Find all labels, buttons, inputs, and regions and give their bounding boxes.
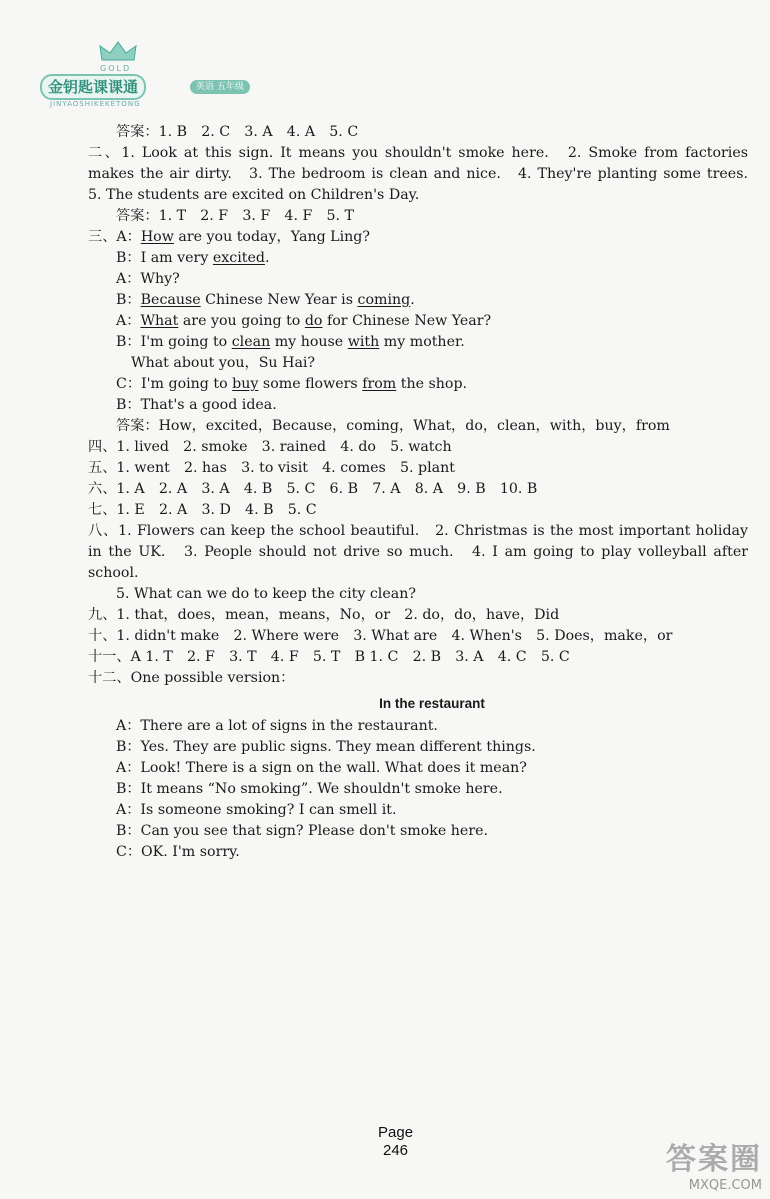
dialogue-line: A：Why? bbox=[116, 271, 180, 287]
dialogue-line: B：I am very excited. bbox=[116, 250, 270, 266]
essay-line: B：Can you see that sign? Please don't smoke here. bbox=[116, 823, 489, 839]
answer-line: 六、1. A 2. A 3. A 4. B 5. C 6. B 7. A 8. A 9. B 10. B bbox=[88, 481, 538, 497]
answer-line: 四、1. lived 2. smoke 3. rained 4. do 5. watch bbox=[88, 439, 452, 455]
header-logo bbox=[40, 30, 280, 110]
answer-line: 答案：How，excited，Because，coming，What，do，clean，with，buy，from bbox=[116, 418, 670, 434]
answer-line: 十、1. didn't make 2. Where were 3. What are 4. When's 5. Does，make，or bbox=[88, 628, 673, 644]
dialogue-line: What about you，Su Hai? bbox=[131, 355, 316, 371]
answer-line: 答案：1. T 2. F 3. F 4. F 5. T bbox=[116, 208, 355, 224]
page-number-value: 246 bbox=[383, 1142, 409, 1159]
dialogue-line: C：I'm going to buy some flowers from the shop. bbox=[116, 376, 468, 392]
answer-paragraph: 八、1. Flowers can keep the school beautiful. 2. Christmas is the most important holiday in the UK. 3. People should not drive so much. 4. I am going to play volleyball after school. bbox=[88, 523, 748, 581]
answer-line: 十二、One possible version： bbox=[88, 670, 295, 686]
essay-line: B：Yes. They are public signs. They mean different things. bbox=[116, 739, 536, 755]
logo-gold-text: GOLD bbox=[100, 64, 132, 73]
answer-line: 七、1. E 2. A 3. D 4. B 5. C bbox=[88, 502, 317, 518]
answer-line: 五、1. went 2. has 3. to visit 4. comes 5. plant bbox=[88, 460, 455, 476]
dialogue-line: B：I'm going to clean my house with my mother. bbox=[116, 334, 465, 350]
dialogue-line: A：What are you going to do for Chinese New Year? bbox=[116, 313, 492, 329]
answer-paragraph: 二、1. Look at this sign. It means you shouldn't smoke here. 2. Smoke from factories makes the air dirty. 3. The bedroom is clean and nice. 4. They're planting some trees. 5. The students are excited on Children's Day. bbox=[88, 145, 763, 203]
page-label: Page bbox=[378, 1124, 414, 1141]
answer-line: 九、1. that，does，mean，means，No，or 2. do，do，have，Did bbox=[88, 607, 560, 623]
essay-line: A：Look! There is a sign on the wall. What does it mean? bbox=[116, 760, 527, 776]
essay-line: B：It means “No smoking”. We shouldn't smoke here. bbox=[116, 781, 503, 797]
logo-subtitle: JINYAOSHIKEKETONG bbox=[50, 100, 141, 108]
answer-line: 十一、A 1. T 2. F 3. T 4. F 5. T B 1. C 2. B 3. A 4. C 5. C bbox=[88, 649, 570, 665]
answer-line: 答案：1. B 2. C 3. A 4. A 5. C bbox=[116, 124, 359, 140]
dialogue-line: B：Because Chinese New Year is coming. bbox=[116, 292, 415, 308]
essay-line: A：Is someone smoking? I can smell it. bbox=[116, 802, 397, 818]
answer-content bbox=[88, 122, 763, 863]
dialogue-line: 三、A：How are you today，Yang Ling? bbox=[88, 229, 370, 245]
watermark-logo: 答案圈 bbox=[666, 1142, 762, 1177]
logo-title: 金钥匙课课通 bbox=[40, 74, 146, 100]
watermark-url: MXQE.COM bbox=[688, 1178, 762, 1193]
answer-line: 5. What can we do to keep the city clean? bbox=[116, 586, 416, 602]
essay-title: In the restaurant bbox=[379, 696, 485, 711]
dialogue-line: B：That's a good idea. bbox=[116, 397, 277, 413]
essay-line: A：There are a lot of signs in the restaurant. bbox=[116, 718, 438, 734]
logo-badge: 英语 五年级 bbox=[190, 80, 250, 94]
watermark bbox=[666, 1134, 762, 1193]
page-number bbox=[378, 1124, 413, 1160]
essay-line: C：OK. I'm sorry. bbox=[116, 844, 240, 860]
